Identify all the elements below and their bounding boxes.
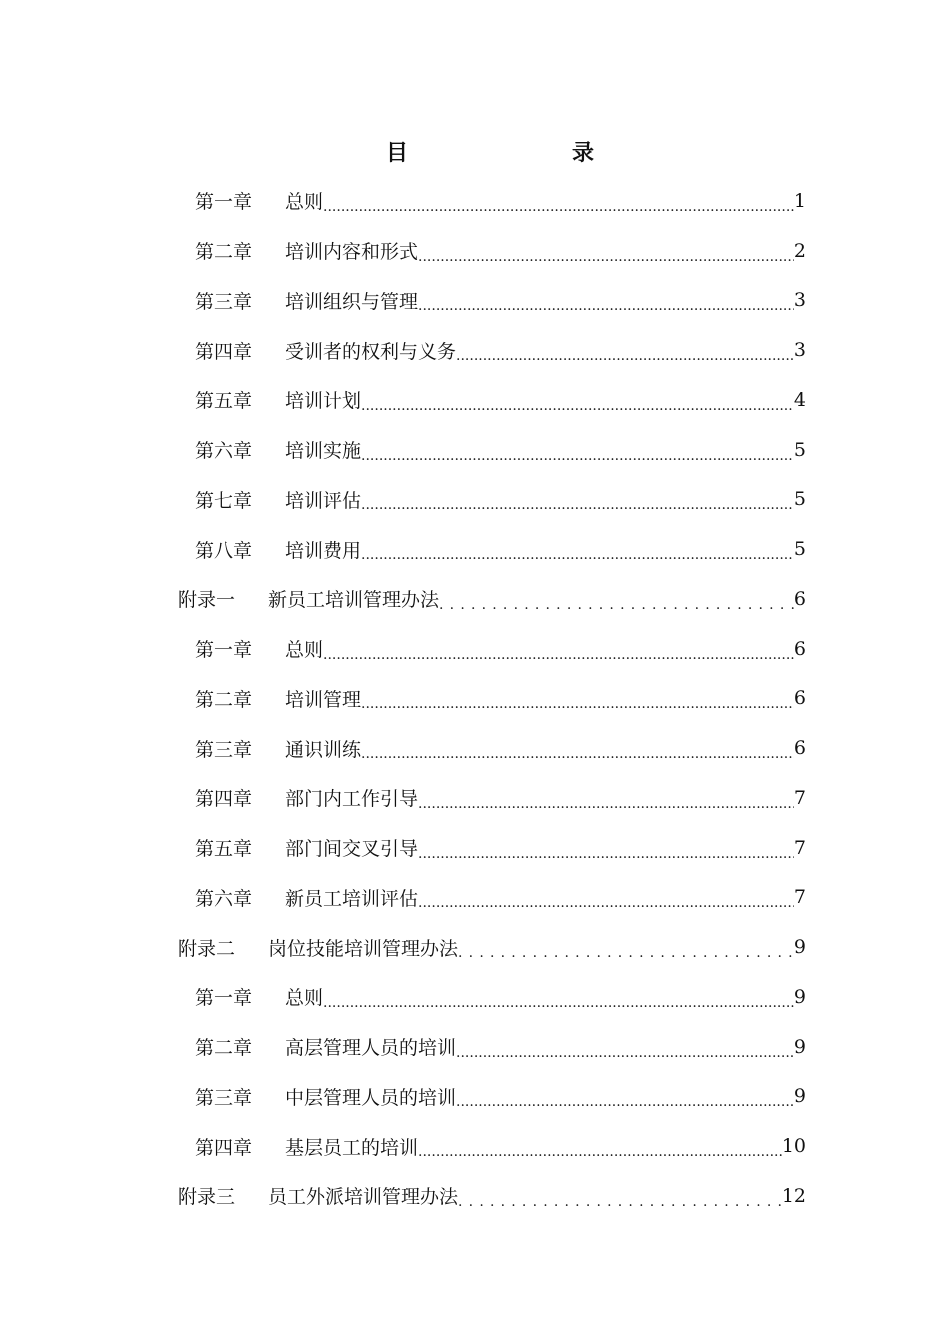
toc-entry-label — [195, 187, 323, 214]
toc-dot-leader — [418, 796, 794, 812]
toc-page-number: 10 — [781, 1135, 806, 1158]
toc-dot-leader — [456, 348, 794, 364]
toc-appendix-entry[interactable] — [0, 574, 806, 624]
toc-entry-number: 附录二 — [178, 937, 236, 960]
toc-entry-label — [195, 436, 361, 463]
toc-chapter-entry[interactable] — [0, 972, 806, 1022]
toc-entry-title: 高层管理人员的培训 — [285, 1037, 457, 1060]
toc-list — [0, 176, 950, 1221]
toc-dot-leader — [418, 846, 794, 862]
toc-dot-leader — [418, 895, 794, 911]
toc-dot-leader — [418, 1144, 782, 1160]
toc-entry-number: 第一章 — [195, 191, 253, 214]
toc-page-number: 6 — [793, 637, 806, 660]
toc-entry-title: 培训费用 — [285, 539, 362, 562]
toc-page-number: 6 — [793, 687, 806, 710]
toc-entry-title: 总则 — [285, 191, 324, 214]
toc-chapter-entry[interactable] — [0, 773, 806, 823]
toc-dot-leader — [458, 1194, 782, 1210]
toc-page-number: 12 — [781, 1184, 806, 1207]
toc-dot-leader — [361, 448, 794, 464]
toc-dot-leader — [458, 945, 794, 961]
toc-entry-number: 第一章 — [195, 639, 253, 662]
toc-entry-label — [178, 585, 439, 612]
toc-entry-number: 附录三 — [178, 1186, 236, 1209]
toc-entry-label — [195, 287, 418, 314]
toc-entry-label — [195, 635, 323, 662]
toc-entry-title: 受训者的权利与义务 — [285, 340, 457, 363]
toc-page-number: 7 — [793, 836, 806, 859]
toc-chapter-entry[interactable] — [0, 823, 806, 873]
toc-entry-title: 中层管理人员的培训 — [285, 1086, 457, 1109]
toc-entry-title: 总则 — [285, 639, 324, 662]
toc-entry-label — [178, 1182, 458, 1209]
toc-page-number: 2 — [793, 239, 806, 262]
toc-entry-number: 第三章 — [195, 1086, 253, 1109]
toc-entry-number: 第六章 — [195, 887, 253, 910]
toc-chapter-entry[interactable] — [0, 1121, 806, 1171]
toc-entry-title: 培训管理 — [285, 688, 362, 711]
toc-title: 目 录 — [385, 140, 634, 166]
toc-entry-label — [195, 1083, 456, 1110]
toc-entry-number: 第六章 — [195, 440, 253, 463]
toc-chapter-entry[interactable] — [0, 276, 806, 326]
toc-entry-number: 第三章 — [195, 290, 253, 313]
toc-entry-label — [195, 237, 418, 264]
toc-entry-label — [195, 337, 456, 364]
toc-entry-title: 部门内工作引导 — [285, 788, 419, 811]
toc-entry-title: 岗位技能培训管理办法 — [268, 937, 459, 960]
toc-entry-title: 培训组织与管理 — [285, 290, 419, 313]
toc-chapter-entry[interactable] — [0, 176, 806, 226]
toc-entry-number: 第五章 — [195, 838, 253, 861]
toc-chapter-entry[interactable] — [0, 1022, 806, 1072]
toc-entry-title: 培训计划 — [285, 390, 362, 413]
toc-entry-title: 基层员工的培训 — [285, 1136, 419, 1159]
toc-entry-number: 第四章 — [195, 788, 253, 811]
toc-page-number: 9 — [793, 1085, 806, 1108]
toc-chapter-entry[interactable] — [0, 624, 806, 674]
toc-entry-number: 第一章 — [195, 987, 253, 1010]
toc-page-number: 5 — [793, 488, 806, 511]
toc-dot-leader — [361, 497, 794, 513]
toc-entry-title: 总则 — [285, 987, 324, 1010]
toc-entry-label — [195, 386, 361, 413]
toc-appendix-entry[interactable] — [0, 1171, 806, 1221]
toc-chapter-entry[interactable] — [0, 226, 806, 276]
toc-chapter-entry[interactable] — [0, 1072, 806, 1122]
toc-entry-label — [195, 1133, 418, 1160]
toc-dot-leader — [323, 995, 794, 1011]
toc-entry-label — [195, 685, 361, 712]
toc-dot-leader — [418, 298, 794, 314]
toc-entry-number: 第二章 — [195, 688, 253, 711]
toc-entry-title: 部门间交叉引导 — [285, 838, 419, 861]
toc-dot-leader — [361, 547, 794, 563]
toc-entry-label — [195, 884, 418, 911]
toc-entry-label — [195, 1033, 456, 1060]
toc-dot-leader — [439, 597, 794, 613]
toc-entry-title: 员工外派培训管理办法 — [268, 1186, 459, 1209]
toc-entry-number: 第八章 — [195, 539, 253, 562]
toc-entry-label — [195, 784, 418, 811]
toc-chapter-entry[interactable] — [0, 425, 806, 475]
toc-entry-number: 第七章 — [195, 489, 253, 512]
toc-entry-label — [178, 934, 458, 961]
toc-entry-number: 第三章 — [195, 738, 253, 761]
toc-entry-number: 第四章 — [195, 340, 253, 363]
toc-chapter-entry[interactable] — [0, 873, 806, 923]
toc-page-number: 3 — [793, 339, 806, 362]
toc-entry-label — [195, 983, 323, 1010]
toc-page-number: 9 — [793, 936, 806, 959]
toc-chapter-entry[interactable] — [0, 674, 806, 724]
toc-entry-title: 培训实施 — [285, 440, 362, 463]
toc-entry-title: 新员工培训评估 — [285, 887, 419, 910]
toc-chapter-entry[interactable] — [0, 524, 806, 574]
toc-appendix-entry[interactable] — [0, 922, 806, 972]
toc-page-number: 4 — [793, 388, 806, 411]
toc-page-number: 3 — [793, 289, 806, 312]
toc-page-number: 9 — [793, 985, 806, 1008]
toc-entry-title: 通识训练 — [285, 738, 362, 761]
toc-entry-number: 第二章 — [195, 1037, 253, 1060]
toc-entry-title: 新员工培训管理办法 — [268, 589, 440, 612]
toc-entry-number: 第四章 — [195, 1136, 253, 1159]
toc-entry-number: 附录一 — [178, 589, 236, 612]
toc-dot-leader — [456, 1094, 794, 1110]
toc-chapter-entry[interactable] — [0, 475, 806, 525]
toc-dot-leader — [456, 1045, 794, 1061]
toc-dot-leader — [323, 647, 794, 663]
toc-entry-number: 第五章 — [195, 390, 253, 413]
toc-chapter-entry[interactable] — [0, 375, 806, 425]
toc-chapter-entry[interactable] — [0, 325, 806, 375]
toc-dot-leader — [418, 249, 794, 265]
toc-page-number: 7 — [793, 886, 806, 909]
toc-entry-label — [195, 486, 361, 513]
toc-chapter-entry[interactable] — [0, 723, 806, 773]
toc-entry-label — [195, 735, 361, 762]
toc-page-number: 6 — [793, 737, 806, 760]
toc-entry-title: 培训评估 — [285, 489, 362, 512]
toc-entry-title: 培训内容和形式 — [285, 241, 419, 264]
toc-dot-leader — [361, 398, 794, 414]
toc-entry-number: 第二章 — [195, 241, 253, 264]
toc-dot-leader — [323, 199, 794, 215]
toc-dot-leader — [361, 746, 794, 762]
toc-page-number: 5 — [793, 538, 806, 561]
toc-entry-label — [195, 834, 418, 861]
toc-page-number: 9 — [793, 1035, 806, 1058]
toc-page-number: 6 — [793, 587, 806, 610]
toc-page-number: 5 — [793, 438, 806, 461]
toc-dot-leader — [361, 696, 794, 712]
toc-page-number: 7 — [793, 786, 806, 809]
toc-entry-label — [195, 536, 361, 563]
toc-page-number: 1 — [793, 189, 806, 212]
